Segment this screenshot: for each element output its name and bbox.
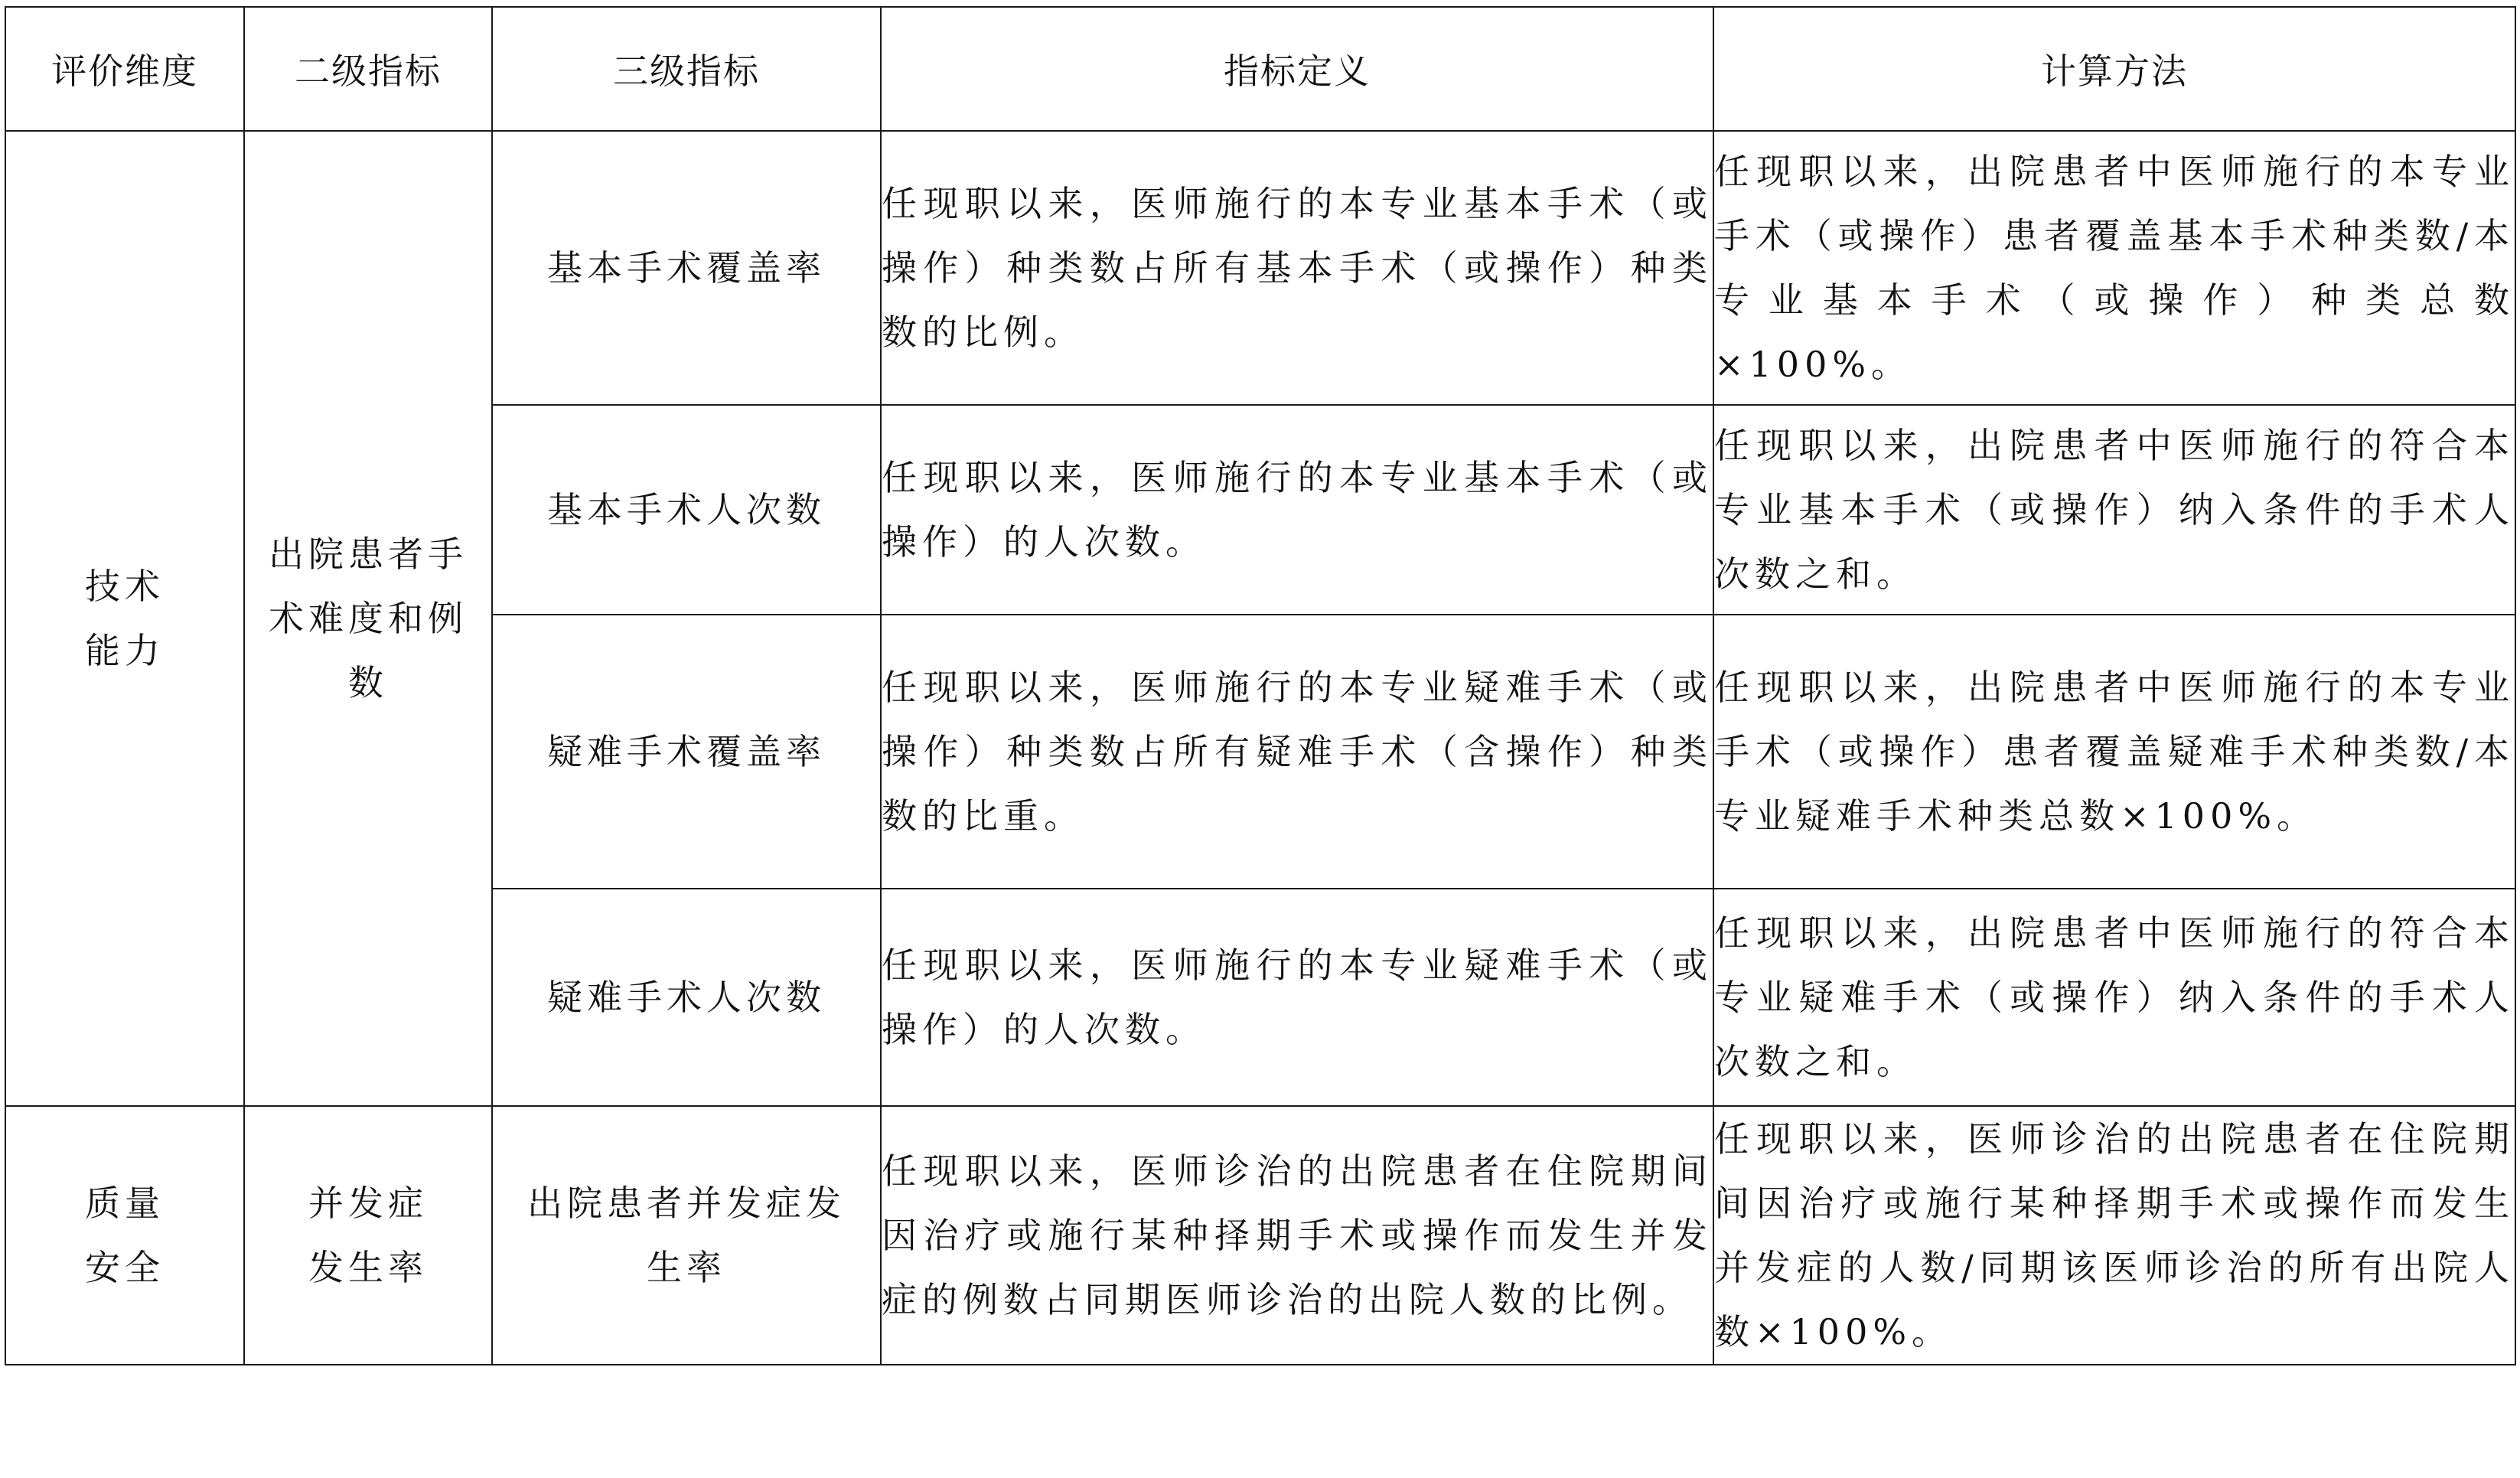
secondary-line: 出院患者手 (269, 533, 468, 575)
secondary-line: 术难度和例 (269, 598, 468, 639)
secondary-line: 发生率 (308, 1247, 428, 1288)
method-cell: 任现职以来，出院患者中医师施行的本专业手术（或操作）患者覆盖基本手术种类数/本专业基本手术（或操作）种类总数×100%。 (1713, 131, 2515, 405)
header-definition: 指标定义 (881, 7, 1713, 131)
header-dimension: 评价维度 (5, 7, 244, 131)
header-method: 计算方法 (1713, 7, 2515, 131)
tertiary-cell (492, 615, 881, 889)
secondary-cell (244, 131, 492, 1106)
header-row (5, 7, 2515, 131)
tertiary-line: 基本手术覆盖率 (547, 247, 826, 289)
tertiary-line: 基本手术人次数 (547, 489, 826, 530)
table-row (5, 131, 2515, 405)
tertiary-line: 疑难手术覆盖率 (547, 731, 826, 772)
header-secondary: 二级指标 (244, 7, 492, 131)
header-tertiary: 三级指标 (492, 7, 881, 131)
tertiary-cell (492, 131, 881, 405)
indicator-table (5, 6, 2516, 1365)
table-row (5, 1106, 2515, 1365)
dimension-cell (5, 1106, 244, 1365)
tertiary-cell (492, 1106, 881, 1365)
tertiary-cell (492, 405, 881, 615)
dimension-cell (5, 131, 244, 1106)
secondary-line: 数 (348, 662, 388, 703)
method-cell: 任现职以来，出院患者中医师施行的本专业手术（或操作）患者覆盖疑难手术种类数/本专业疑难手术种类总数×100%。 (1713, 615, 2515, 889)
method-cell: 任现职以来，医师诊治的出院患者在住院期间因治疗或施行某种择期手术或操作而发生并发症的人数/同期该医师诊治的所有出院人数×100%。 (1713, 1106, 2515, 1365)
definition-cell: 任现职以来，医师施行的本专业基本手术（或操作）种类数占所有基本手术（或操作）种类数的比例。 (881, 131, 1713, 405)
secondary-line: 并发症 (308, 1183, 428, 1224)
tertiary-cell (492, 889, 881, 1106)
secondary-cell (244, 1106, 492, 1365)
dimension-line: 质量 (85, 1183, 165, 1224)
definition-cell: 任现职以来，医师施行的本专业基本手术（或操作）的人次数。 (881, 405, 1713, 615)
tertiary-line: 疑难手术人次数 (547, 977, 826, 1018)
tertiary-line: 生率 (647, 1247, 726, 1288)
tertiary-line: 出院患者并发症发 (527, 1183, 846, 1224)
dimension-line: 能力 (85, 630, 165, 671)
method-cell: 任现职以来，出院患者中医师施行的符合本专业疑难手术（或操作）纳入条件的手术人次数之和。 (1713, 889, 2515, 1106)
definition-cell: 任现职以来，医师诊治的出院患者在住院期间因治疗或施行某种择期手术或操作而发生并发症的例数占同期医师诊治的出院人数的比例。 (881, 1106, 1713, 1365)
method-cell: 任现职以来，出院患者中医师施行的符合本专业基本手术（或操作）纳入条件的手术人次数之和。 (1713, 405, 2515, 615)
dimension-line: 安全 (85, 1247, 165, 1288)
definition-cell: 任现职以来，医师施行的本专业疑难手术（或操作）的人次数。 (881, 889, 1713, 1106)
definition-cell: 任现职以来，医师施行的本专业疑难手术（或操作）种类数占所有疑难手术（含操作）种类数的比重。 (881, 615, 1713, 889)
dimension-line: 技术 (85, 566, 165, 607)
